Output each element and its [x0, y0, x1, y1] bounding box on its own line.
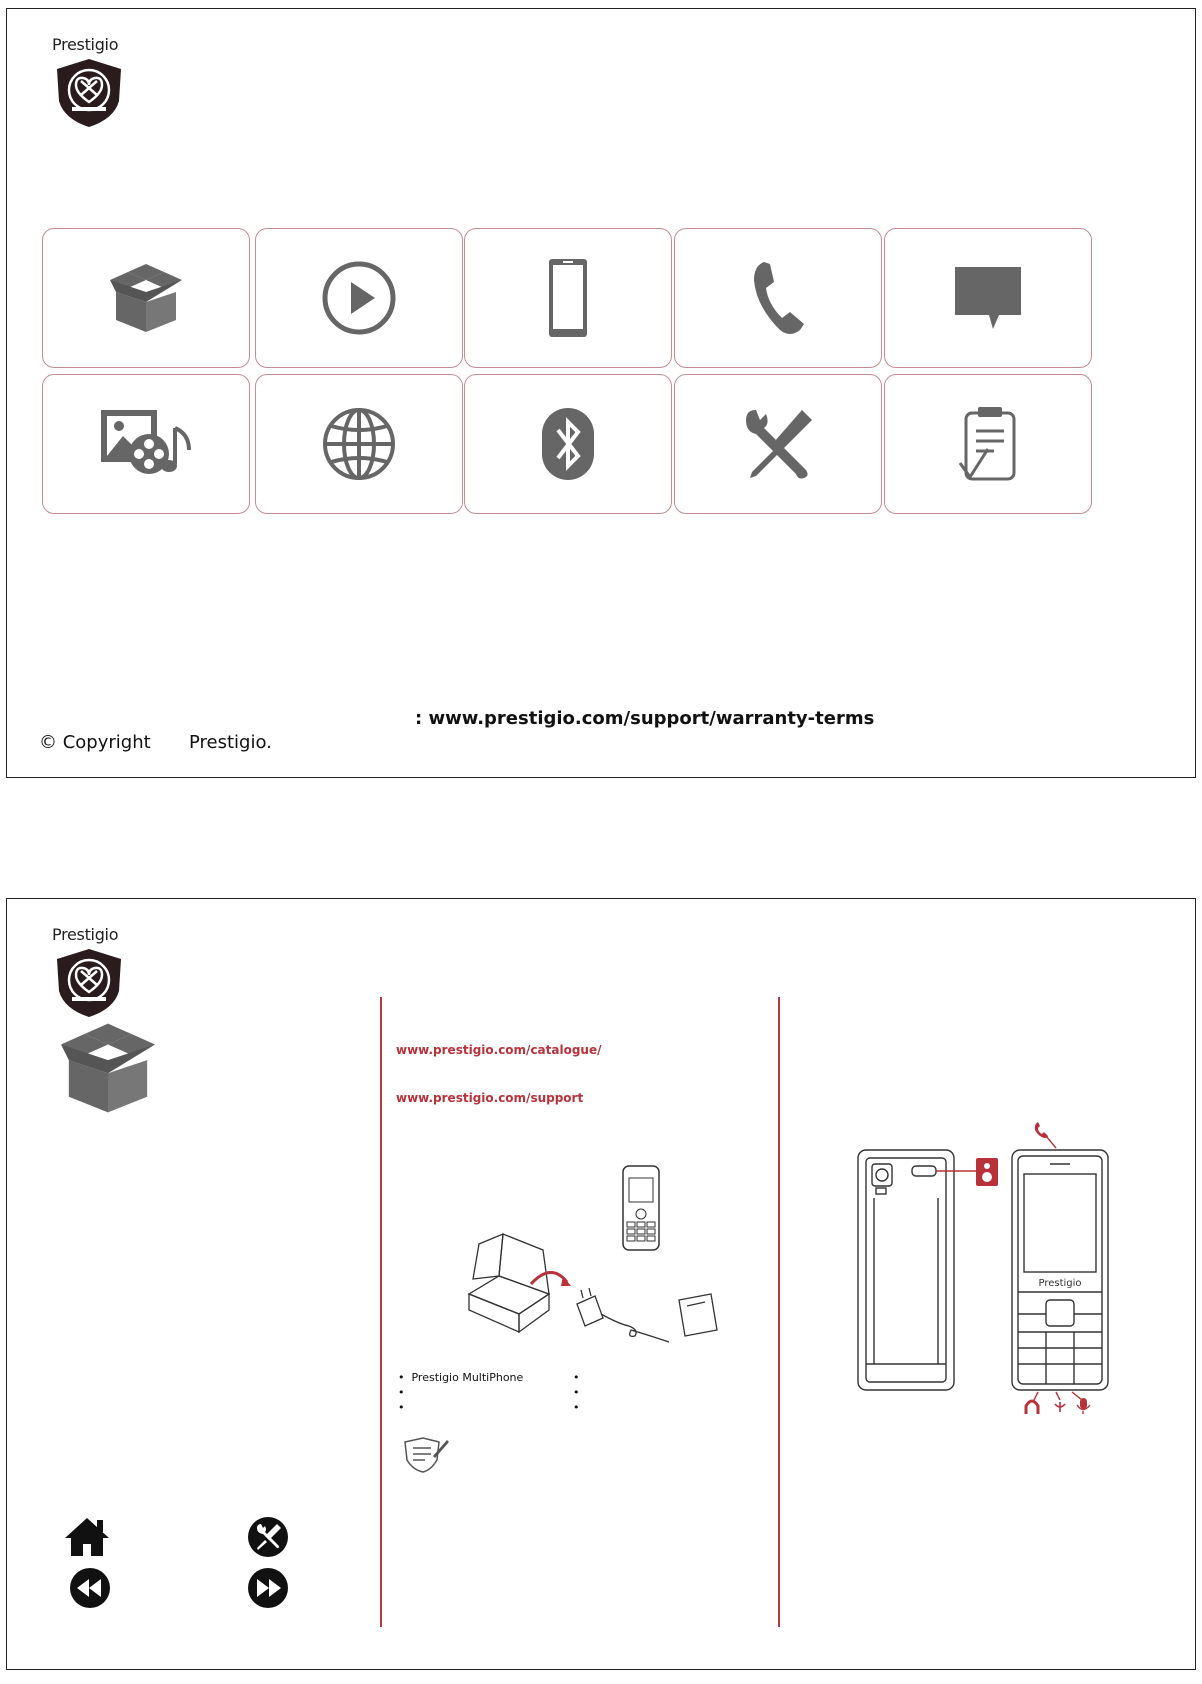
- charger-illustration: [577, 1288, 669, 1342]
- package-item: Prestigio MultiPhone: [411, 1371, 524, 1384]
- rewind-icon[interactable]: [69, 1567, 111, 1609]
- play-icon: [321, 260, 397, 336]
- prestigio-shield-logo: [54, 57, 124, 129]
- tile-settings[interactable]: [674, 374, 882, 514]
- package-items-list-left: • Prestigio MultiPhone • •: [398, 1371, 524, 1414]
- tile-package[interactable]: [42, 228, 250, 368]
- copyright-text: © Copyright: [39, 732, 151, 753]
- tile-basics[interactable]: [464, 228, 672, 368]
- tile-bluetooth[interactable]: [464, 374, 672, 514]
- support-link[interactable]: www.prestigio.com/support: [396, 1091, 584, 1105]
- fast-forward-icon[interactable]: [247, 1567, 289, 1609]
- phone-illustration: [623, 1166, 659, 1250]
- cover-page: [6, 8, 1196, 778]
- copyright-brand: Prestigio.: [189, 732, 272, 753]
- prestigio-shield-logo: [54, 947, 124, 1019]
- microphone-icon: [1077, 1398, 1090, 1414]
- speaker-icon: [976, 1158, 998, 1186]
- column-divider: [380, 997, 382, 1627]
- device-brand-label: Prestigio: [1038, 1278, 1082, 1289]
- message-icon: [953, 265, 1023, 331]
- earpiece-icon: [1035, 1122, 1056, 1148]
- phone-layout-diagram: [852, 1114, 1122, 1414]
- phone-device-icon: [547, 257, 589, 339]
- box-icon: [106, 262, 186, 334]
- tile-messages[interactable]: [884, 228, 1092, 368]
- tools-icon: [740, 406, 816, 482]
- brand-wordmark: Prestigio: [52, 925, 119, 944]
- usb-icon: [1055, 1402, 1065, 1412]
- open-box-illustration: [469, 1234, 549, 1332]
- package-page: [6, 898, 1196, 1670]
- settings-icon[interactable]: [247, 1516, 289, 1558]
- globe-icon: [321, 406, 397, 482]
- tile-getting-started[interactable]: [255, 228, 463, 368]
- column-divider: [778, 997, 780, 1627]
- phone-call-icon: [750, 260, 806, 336]
- tile-internet[interactable]: [255, 374, 463, 514]
- warranty-link[interactable]: : www.prestigio.com/support/warranty-terms: [415, 708, 875, 729]
- headphone-icon: [1026, 1401, 1038, 1414]
- phone-back-view: [858, 1150, 954, 1390]
- phone-front-view: [1012, 1150, 1108, 1390]
- home-icon[interactable]: [63, 1516, 111, 1558]
- package-items-list-right: • • •: [573, 1371, 580, 1414]
- tile-multimedia[interactable]: [42, 374, 250, 514]
- tile-specs[interactable]: [884, 374, 1092, 514]
- box-icon: [54, 1021, 162, 1115]
- note-icon: [403, 1434, 451, 1474]
- package-contents-illustration: [459, 1164, 729, 1364]
- brand-wordmark: Prestigio: [52, 35, 119, 54]
- catalogue-link[interactable]: www.prestigio.com/catalogue/: [396, 1043, 602, 1057]
- clipboard-icon: [958, 405, 1018, 483]
- tile-calls[interactable]: [674, 228, 882, 368]
- media-icon: [99, 408, 193, 480]
- manual-illustration: [679, 1294, 717, 1336]
- bluetooth-icon: [540, 406, 596, 482]
